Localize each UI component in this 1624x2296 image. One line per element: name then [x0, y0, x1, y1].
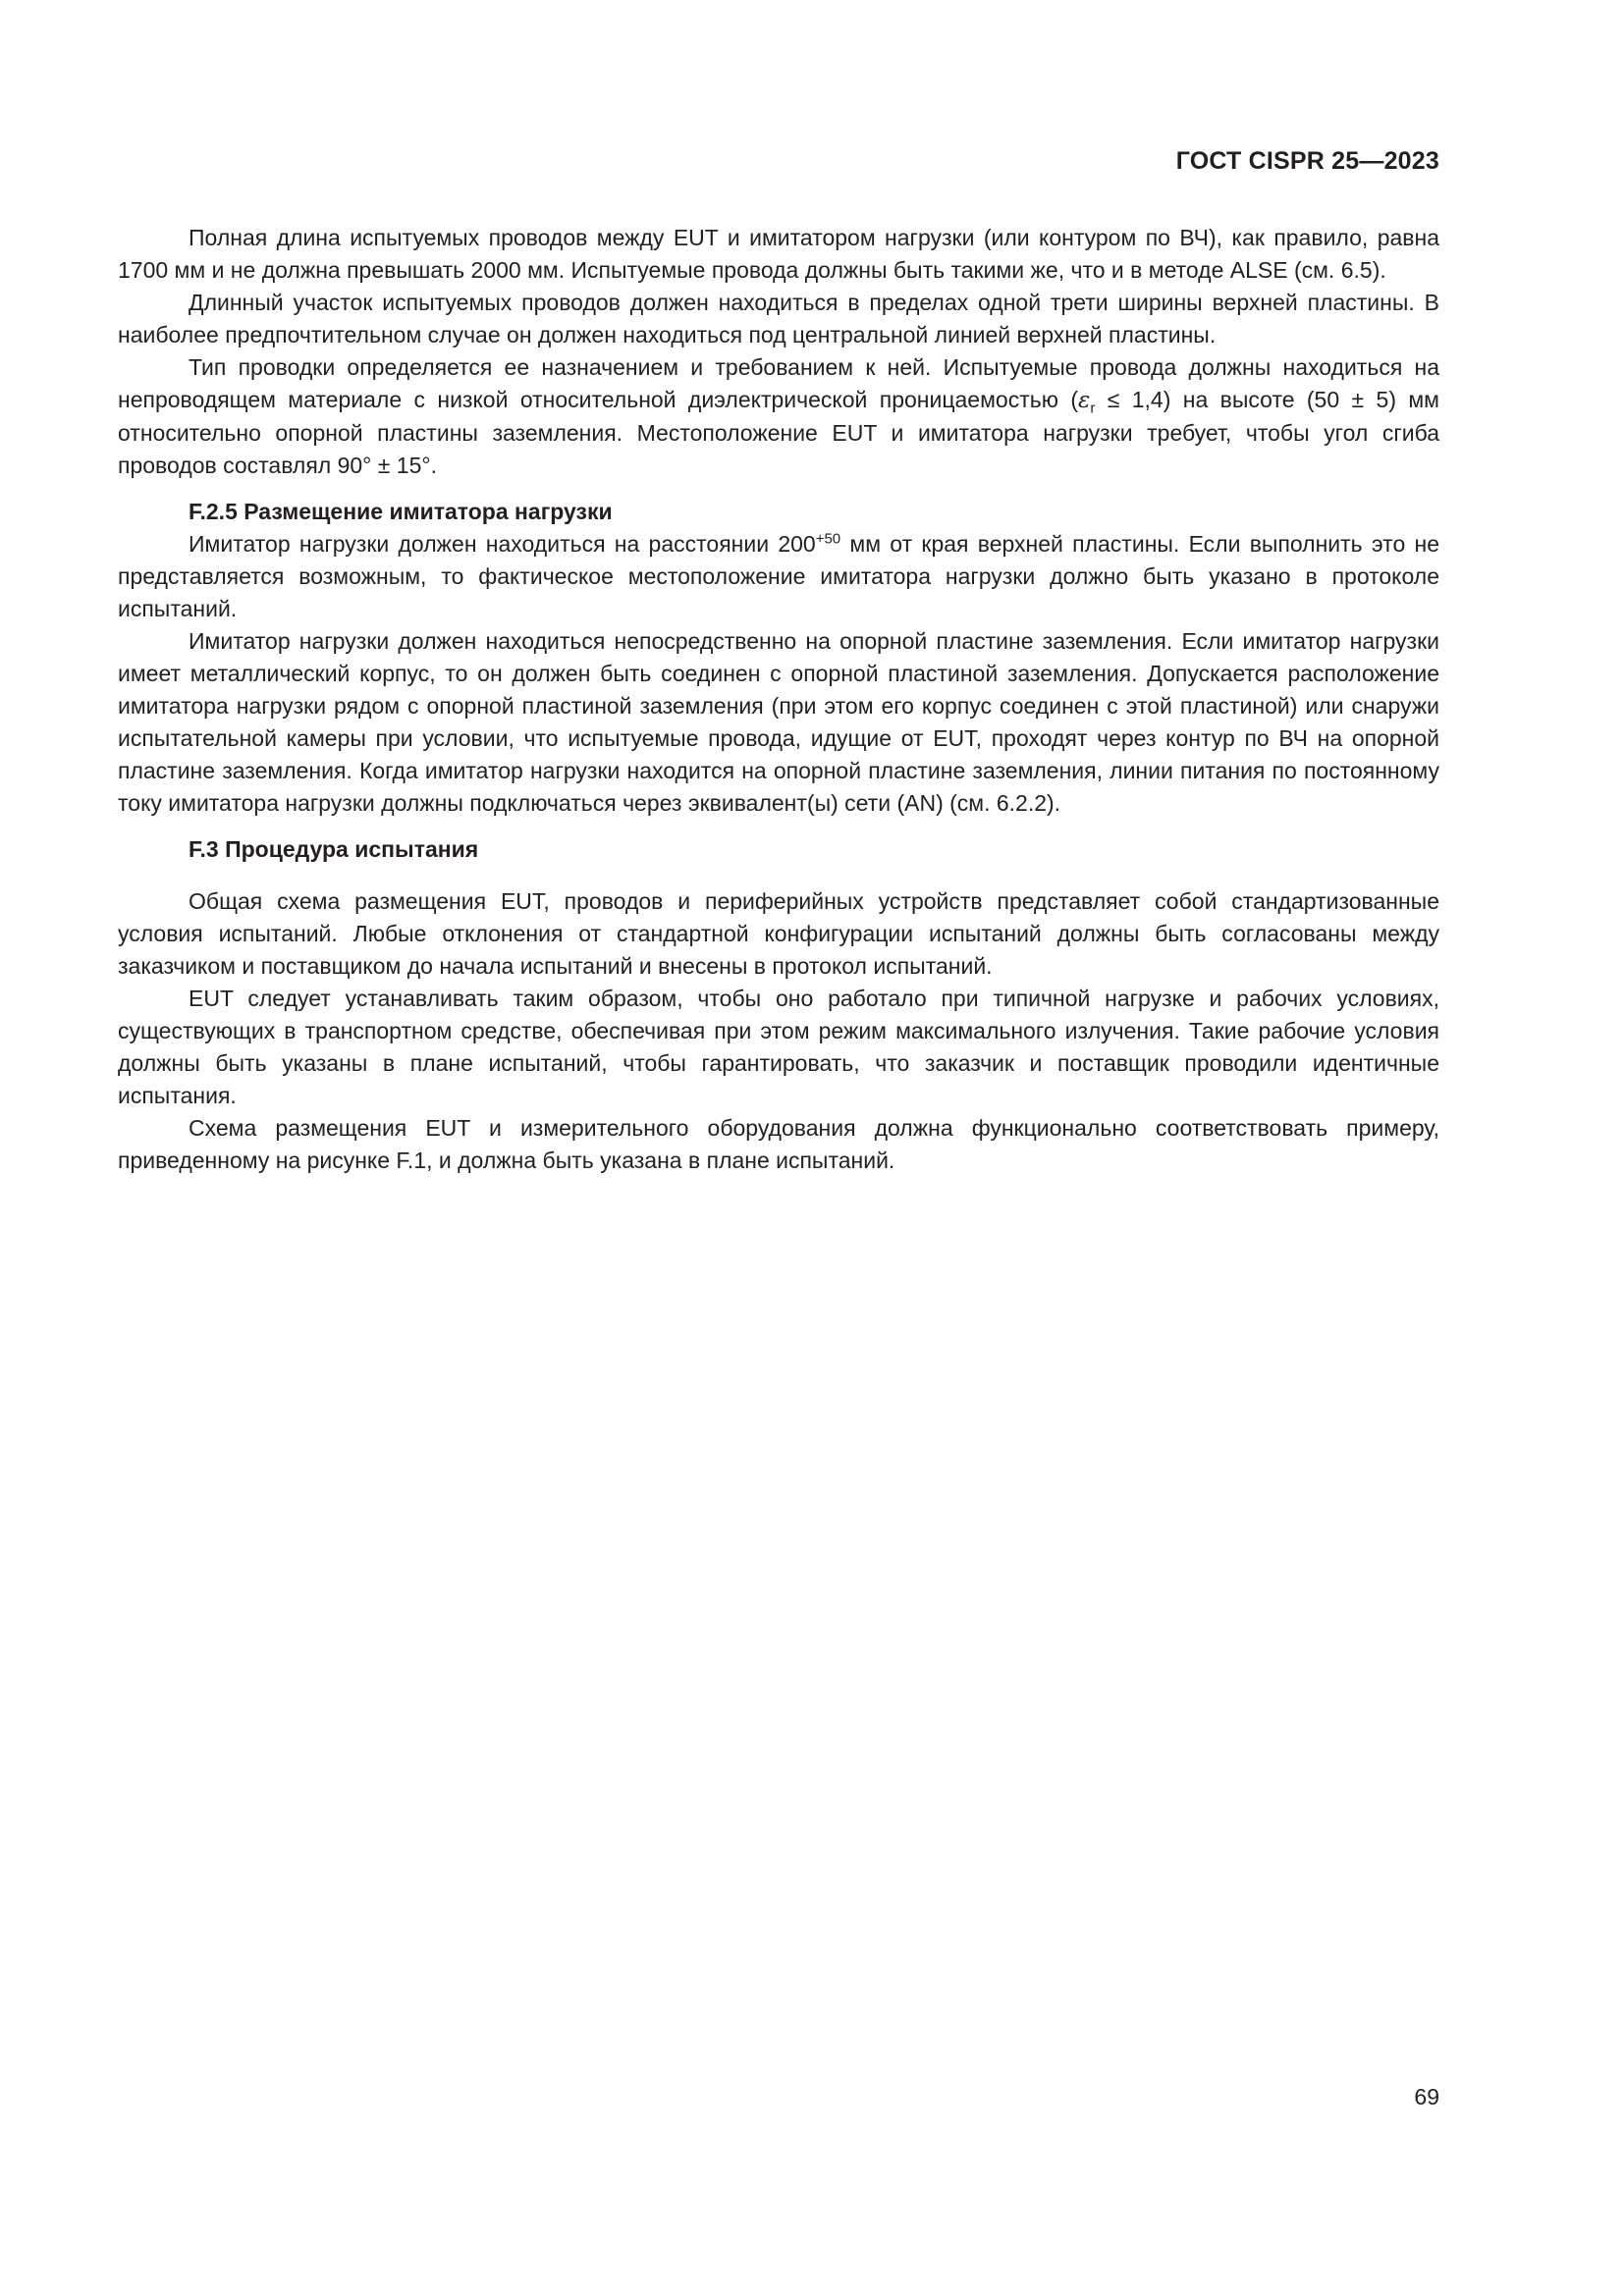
wiring-type-text-end: ≤ 1,4) на высоте (50 ± 5) мм относительно опорной пластины заземления. Местоположение EUT и имитатора нагрузки требует, чтобы угол сгиба проводов составлял 90° ± 15°. [118, 387, 1439, 478]
tolerance-superscript: +50 [815, 530, 841, 548]
paragraph-eut-operation: EUT следует устанавливать таким образом, чтобы оно работало при типичной нагрузке и рабочих условиях, существующих в транспортном средстве, обеспечивая при этом режим максимального излучения. Такие рабочие условия должны быть указаны в плане испытаний, чтобы гарантировать, что заказчик и поставщик проводили идентичные испытания. [118, 986, 1439, 1108]
page-number: 69 [1414, 2084, 1439, 2109]
section-heading-f25: F.2.5 Размещение имитатора нагрузки [189, 499, 613, 524]
paragraph-equipment-layout: Схема размещения EUT и измерительного оборудования должна функционально соответствовать примеру, приведенному на рисунке F.1, и должна быть указана в плане испытаний. [118, 1115, 1439, 1173]
paragraph-wire-length: Полная длина испытуемых проводов между EUT и имитатором нагрузки (или контуром по ВЧ), как правило, равна 1700 мм и не должна превышать 2000 мм. Испытуемые провода должны быть такими же, что и в методе ALSE (см. 6.5). [118, 225, 1439, 283]
epsilon-symbol: ε [1078, 388, 1091, 413]
epsilon-subscript: r [1090, 400, 1096, 417]
paragraph-load-simulator-distance [118, 528, 1439, 625]
page-body [118, 222, 1439, 1177]
paragraph-wiring-type [118, 351, 1439, 482]
section-heading-f3: F.3 Процедура испытания [189, 836, 479, 862]
load-distance-text-end: мм от края верхней пластины. Если выполнить это не представляется возможным, то фактическое местоположение имитатора нагрузки должно быть указано в протоколе испытаний. [118, 531, 1439, 621]
paragraph-load-simulator-grounding: Имитатор нагрузки должен находиться непосредственно на опорной пластине заземления. Если имитатор нагрузки имеет металлический корпус, то он должен быть соединен с опорной пластиной заземления. Допускается расположение имитатора нагрузки рядом с опорной пластиной заземления (при этом его корпус соединен с этой пластиной) или снаружи испытательной камеры при условии, что испытуемые провода, идущие от EUT, проходят через контур по ВЧ на опорной пластине заземления. Когда имитатор нагрузки находится на опорной пластине заземления, линии питания по постоянному току имитатора нагрузки должны подключаться через эквивалент(ы) сети (AN) (см. 6.2.2). [118, 628, 1439, 816]
paragraph-wire-position: Длинный участок испытуемых проводов должен находиться в пределах одной трети ширины верхней пластины. В наиболее предпочтительном случае он должен находиться под центральной линией верхней пластины. [118, 290, 1439, 347]
wiring-type-text-start: Тип проводки определяется ее назначением и требованием к ней. Испытуемые провода должны находиться на непроводящем материале с низкой относительной диэлектрической проницаемостью ( [118, 354, 1439, 412]
document-id: ГОСТ CISPR 25—2023 [1175, 147, 1439, 175]
paragraph-test-setup: Общая схема размещения EUT, проводов и периферийных устройств представляет собой стандартизованные условия испытаний. Любые отклонения от стандартной конфигурации испытаний должны быть согласованы между заказчиком и поставщиком до начала испытаний и внесены в протокол испытаний. [118, 888, 1439, 979]
load-distance-text-start: Имитатор нагрузки должен находиться на расстоянии 200 [189, 531, 816, 557]
